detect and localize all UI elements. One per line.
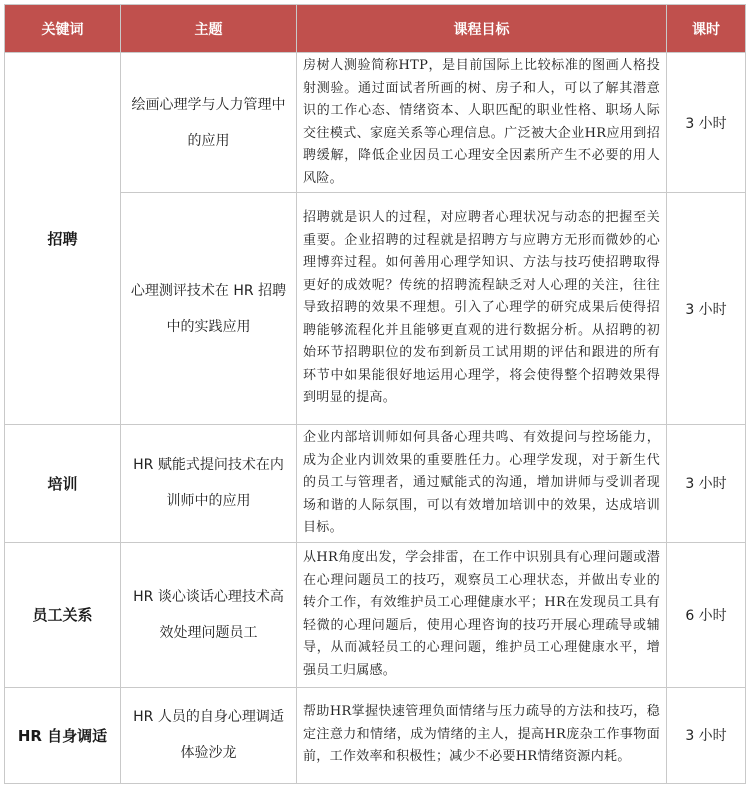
topic-cell: 绘画心理学与人力管理中的应用 <box>121 53 297 193</box>
table-header-row <box>5 5 746 53</box>
table-row <box>5 687 746 783</box>
topic-cell: 心理测评技术在 HR 招聘中的实践应用 <box>121 193 297 425</box>
keyword-cell: 员工关系 <box>5 542 121 687</box>
goal-cell: 招聘就是识人的过程，对应聘者心理状况与动态的把握至关重要。企业招聘的过程就是招聘方与应聘方无形而微妙的心理博弈过程。如何善用心理学知识、方法与技巧使招聘取得更好的成效呢？传统的招聘流程缺乏对人心理的关注，往往导致招聘的效果不理想。引入了心理学的研究成果后使得招聘能够流程化并且能够更直观的进行数据分析。从招聘的初始环节招聘职位的发布到新员工试用期的评估和跟进的所有环节中如果能很好地运用心理学，将会使得整个招聘效果得到明显的提高。 <box>297 193 667 425</box>
keyword-cell: HR 自身调适 <box>5 687 121 783</box>
topic-cell: HR 赋能式提问技术在内训师中的应用 <box>121 425 297 543</box>
table-row <box>5 53 746 193</box>
goal-cell: 企业内部培训师如何具备心理共鸣、有效提问与控场能力，成为企业内训效果的重要胜任力。心理学发现，对于新生代的员工与管理者，通过赋能式的沟通，增加讲师与受训者现场和谐的人际氛围，可以有效增加培训中的效果，达成培训目标。 <box>297 425 667 543</box>
topic-cell: HR 谈心谈话心理技术高效处理问题员工 <box>121 542 297 687</box>
goal-cell: 帮助HR掌握快速管理负面情绪与压力疏导的方法和技巧，稳定注意力和情绪，成为情绪的主人，提高HR庞杂工作事物面前，工作效率和积极性；减少不必要HR情绪资源内耗。 <box>297 687 667 783</box>
goal-cell: 从HR角度出发，学会排雷，在工作中识别具有心理问题或潜在心理问题员工的技巧，观察员工心理状态，并做出专业的转介工作，有效维护员工心理健康水平；HR在发现员工具有轻微的心理问题后，使用心理咨询的技巧开展心理疏导或辅导，从而减轻员工的心理问题，维护员工心理健康水平，增强员工归属感。 <box>297 542 667 687</box>
header-topic: 主题 <box>121 5 297 53</box>
header-goal: 课程目标 <box>297 5 667 53</box>
hours-cell: 3 小时 <box>667 425 746 543</box>
table-row <box>5 425 746 543</box>
hours-cell: 3 小时 <box>667 193 746 425</box>
course-table <box>4 4 746 784</box>
hours-cell: 6 小时 <box>667 542 746 687</box>
header-keyword: 关键词 <box>5 5 121 53</box>
topic-cell: HR 人员的自身心理调适体验沙龙 <box>121 687 297 783</box>
keyword-cell: 招聘 <box>5 53 121 425</box>
hours-cell: 3 小时 <box>667 53 746 193</box>
header-hours: 课时 <box>667 5 746 53</box>
keyword-cell: 培训 <box>5 425 121 543</box>
goal-cell: 房树人测验简称HTP，是目前国际上比较标准的图画人格投射测验。通过面试者所画的树、房子和人，可以了解其潜意识的工作心态、情绪资本、人职匹配的职业性格、职场人际交往模式、家庭关系等心理信息。广泛被大企业HR应用到招聘缓解，降低企业因员工心理安全因素所产生不必要的用人风险。 <box>297 53 667 193</box>
hours-cell: 3 小时 <box>667 687 746 783</box>
table-row <box>5 542 746 687</box>
